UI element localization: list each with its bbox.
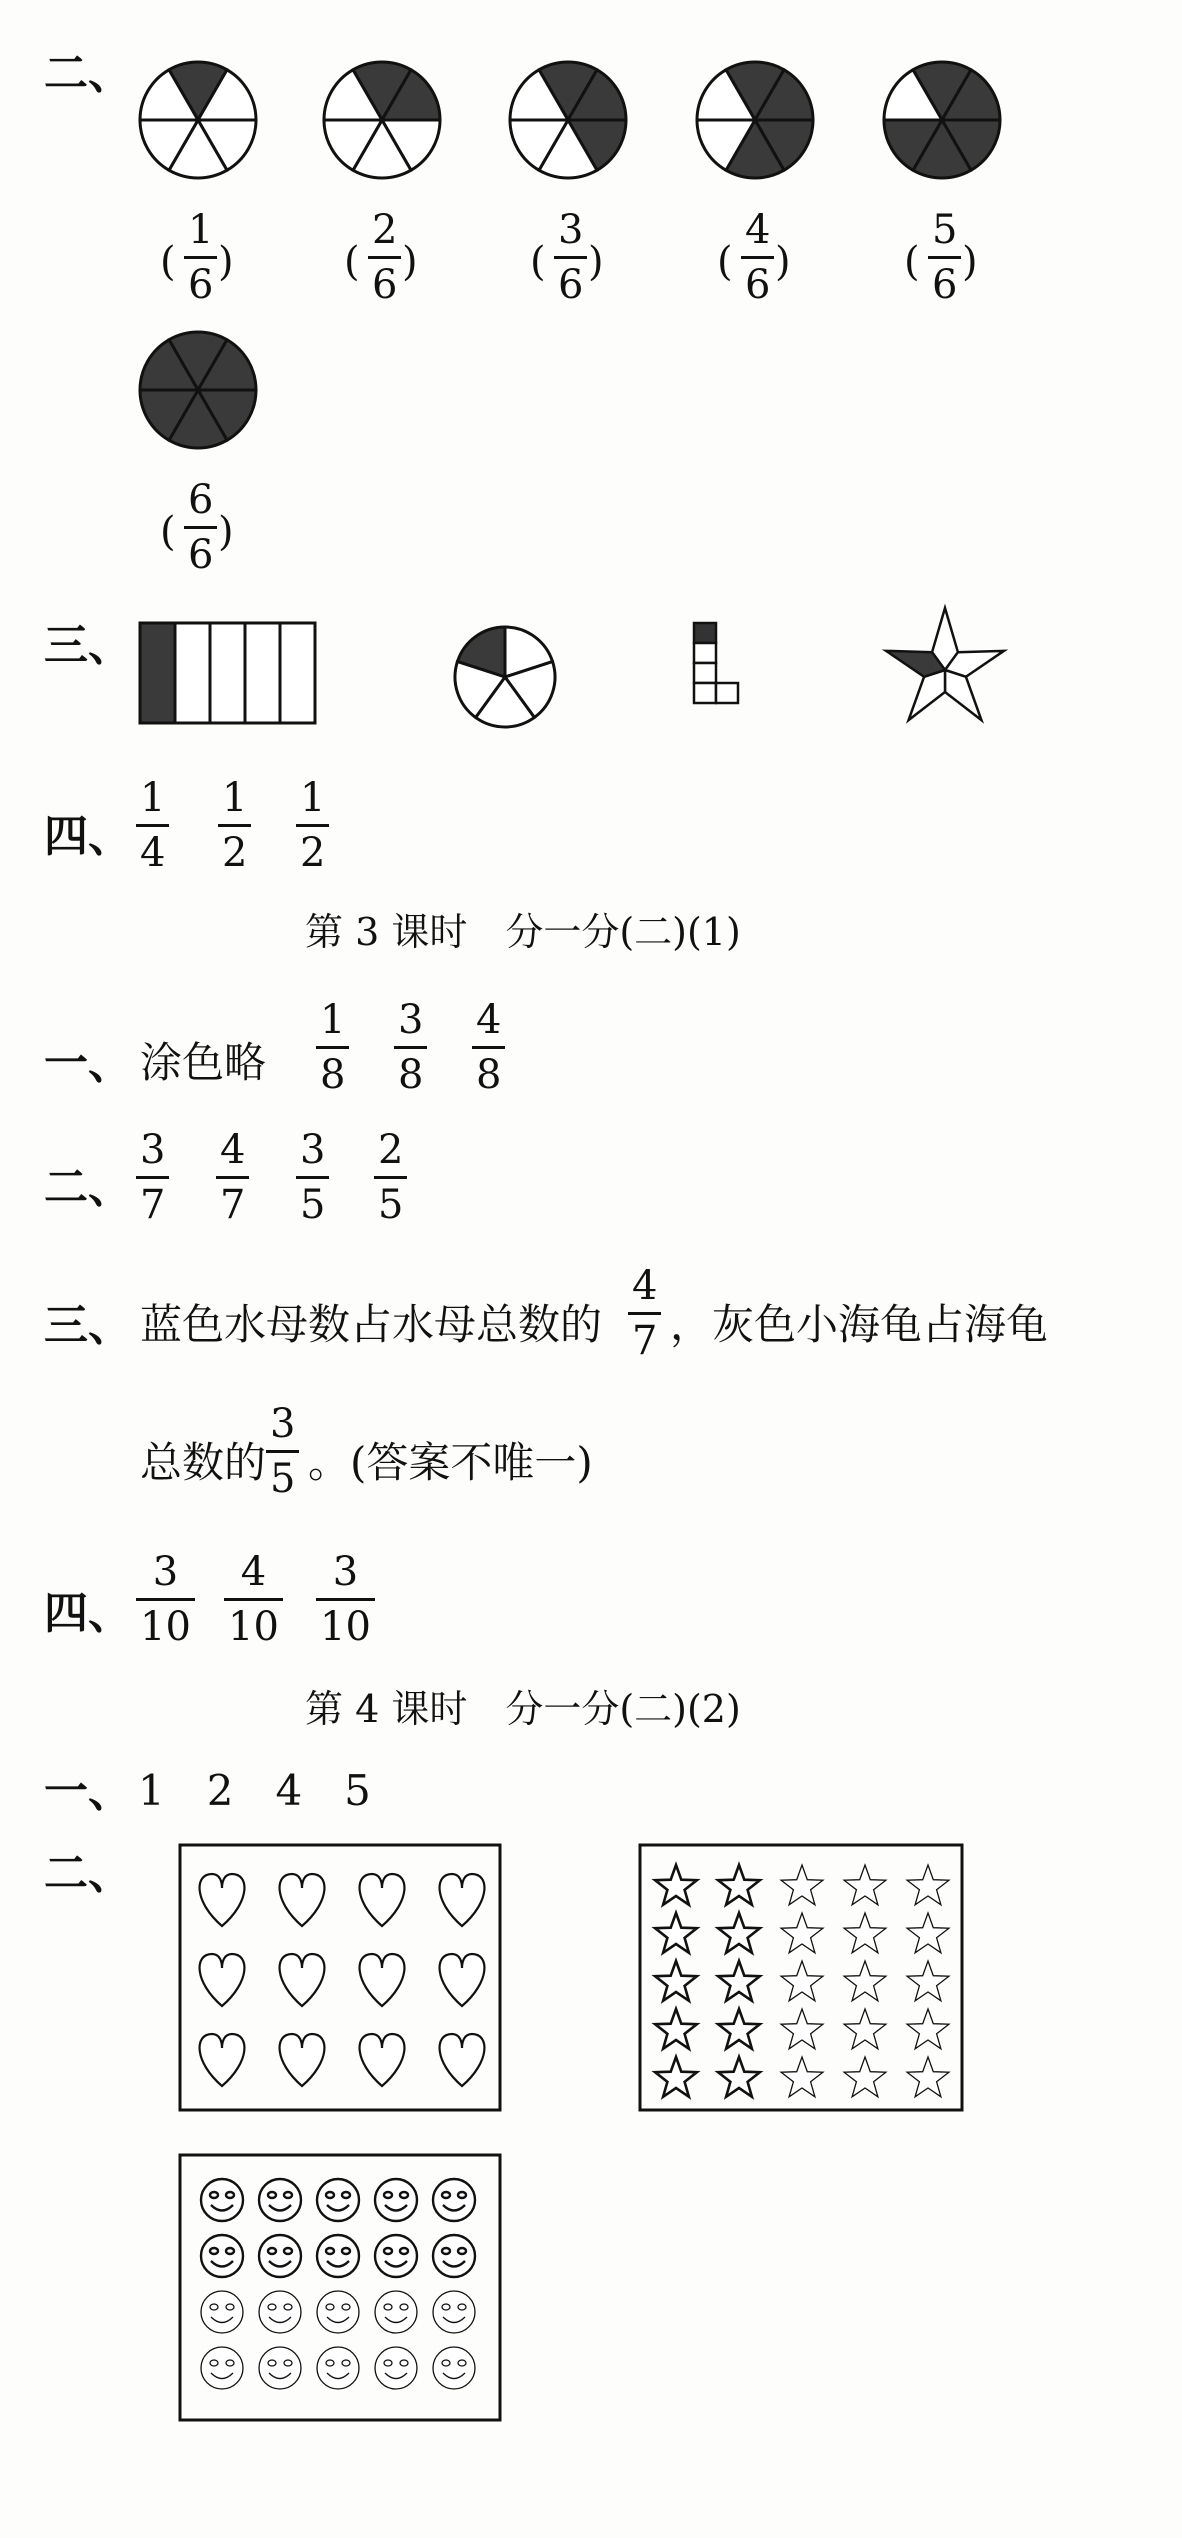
heart-icon (280, 1954, 325, 2006)
smile-icon (259, 2179, 301, 2221)
paren-close: ) (588, 239, 604, 285)
smile-icon (259, 2347, 301, 2389)
fraction: 1 2 (296, 778, 329, 873)
grid-l-shape (694, 623, 738, 703)
star-icon (655, 2057, 697, 2097)
answer-text: 总数的 (140, 1438, 267, 1487)
heart-icon (440, 1954, 485, 2006)
fraction: 3 10 (316, 1552, 375, 1647)
question-label: 二、 (44, 1848, 132, 1899)
fraction-circle (140, 62, 256, 178)
answer-text: ，灰色小海龟占海龟 (670, 1300, 1049, 1349)
question-label: 四、 (44, 811, 132, 862)
star-icon (718, 1913, 760, 1953)
paren-open: ( (160, 239, 176, 285)
question-label: 四、 (44, 1588, 132, 1639)
smile-icon (375, 2179, 417, 2221)
fraction-circle (510, 62, 626, 178)
paren-open: ( (904, 239, 920, 285)
paren-close: ) (775, 239, 791, 285)
fraction: 1 8 (316, 1000, 349, 1095)
paren-open: ( (344, 239, 360, 285)
smile-icon (201, 2179, 243, 2221)
heart-icon (200, 2034, 245, 2086)
heart-icon (440, 2034, 485, 2086)
star-icon (781, 1913, 823, 1953)
star-icon (718, 1865, 760, 1905)
heart-icon (200, 1874, 245, 1926)
star-icon (718, 2009, 760, 2049)
smile-icon (433, 2235, 475, 2277)
fraction: 3 10 (136, 1552, 195, 1647)
star-icon (655, 1865, 697, 1905)
smile-icon (259, 2235, 301, 2277)
fraction-circle (697, 62, 813, 178)
fraction: 2 5 (374, 1130, 407, 1225)
counting-boxes (0, 1830, 1182, 2530)
star-icon (907, 1961, 949, 2001)
star-icon (718, 2057, 760, 2097)
paren-open: ( (530, 239, 546, 285)
paren-close: ) (218, 239, 234, 285)
paren-close: ) (218, 509, 234, 555)
fraction-circles (0, 0, 1182, 470)
heart-icon (280, 2034, 325, 2086)
star-icon (781, 2057, 823, 2097)
smile-icon (201, 2235, 243, 2277)
fraction: 1 4 (136, 778, 169, 873)
smile-icon (375, 2235, 417, 2277)
smile-icon (317, 2179, 359, 2221)
fraction: 3 5 (296, 1130, 329, 1225)
star-icon (781, 2009, 823, 2049)
heart-icon (280, 1874, 325, 1926)
answer-text: 。(答案不唯一) (308, 1438, 593, 1487)
star-petal (945, 670, 981, 720)
circle-fifths (455, 627, 555, 727)
question-label: 三、 (44, 620, 132, 671)
star-icon (844, 1961, 886, 2001)
fraction: 3 8 (394, 1000, 427, 1095)
question-label: 二、 (44, 1162, 132, 1213)
lesson-title: 第 3 课时 分一分(二)(1) (305, 910, 741, 954)
smile-icon (375, 2347, 417, 2389)
smile-icon (317, 2235, 359, 2277)
fraction: 3 6 (554, 210, 587, 305)
smile-icon (201, 2347, 243, 2389)
fraction: 1 2 (218, 778, 251, 873)
star-fifths (886, 608, 1004, 720)
answer-text: 涂色略 (140, 1038, 267, 1087)
star-icon (781, 1961, 823, 2001)
star-icon (907, 2057, 949, 2097)
heart-icon (360, 1874, 405, 1926)
question-label: 一、 (44, 1766, 132, 1817)
fraction: 5 6 (928, 210, 961, 305)
smile-icon (259, 2291, 301, 2333)
fraction-circle (140, 332, 256, 448)
heart-icon (360, 1954, 405, 2006)
star-icon (907, 2009, 949, 2049)
fraction-shapes (0, 610, 1182, 750)
smile-icon (433, 2291, 475, 2333)
fraction: 6 6 (184, 480, 217, 575)
star-icon (655, 1913, 697, 1953)
star-icon (844, 1913, 886, 1953)
fraction: 1 6 (184, 210, 217, 305)
heart-icon (200, 1954, 245, 2006)
star-icon (844, 1865, 886, 1905)
star-icon (844, 2057, 886, 2097)
star-icon (781, 1865, 823, 1905)
fraction-circle (884, 62, 1000, 178)
fraction: 4 6 (741, 210, 774, 305)
fraction-circle (324, 62, 440, 178)
fraction: 3 5 (266, 1404, 299, 1499)
paren-open: ( (717, 239, 733, 285)
fraction: 4 10 (224, 1552, 283, 1647)
paren-close: ) (962, 239, 978, 285)
smile-icon (317, 2291, 359, 2333)
star-icon (844, 2009, 886, 2049)
heart-icon (360, 2034, 405, 2086)
lesson-title: 第 4 课时 分一分(二)(2) (305, 1687, 741, 1731)
answer-text: 1 2 4 5 (138, 1766, 371, 1815)
smile-icon (317, 2347, 359, 2389)
fraction: 4 8 (472, 1000, 505, 1095)
smile-icon (375, 2291, 417, 2333)
question-label: 二、 (44, 48, 132, 99)
smile-icon (433, 2347, 475, 2389)
paren-open: ( (160, 509, 176, 555)
star-icon (907, 1913, 949, 1953)
heart-icon (440, 1874, 485, 1926)
question-label: 一、 (44, 1038, 132, 1089)
star-petal (909, 670, 945, 720)
question-label: 三、 (44, 1300, 132, 1351)
fraction: 4 7 (628, 1266, 661, 1361)
star-icon (655, 1961, 697, 2001)
star-icon (718, 1961, 760, 2001)
star-icon (907, 1865, 949, 1905)
rectangle-fifths (140, 623, 315, 723)
fraction: 2 6 (368, 210, 401, 305)
paren-close: ) (402, 239, 418, 285)
answer-text: 蓝色水母数占水母总数的 (140, 1300, 603, 1349)
smile-icon (201, 2291, 243, 2333)
fraction: 3 7 (136, 1130, 169, 1225)
smile-icon (433, 2179, 475, 2221)
fraction: 4 7 (216, 1130, 249, 1225)
star-icon (655, 2009, 697, 2049)
